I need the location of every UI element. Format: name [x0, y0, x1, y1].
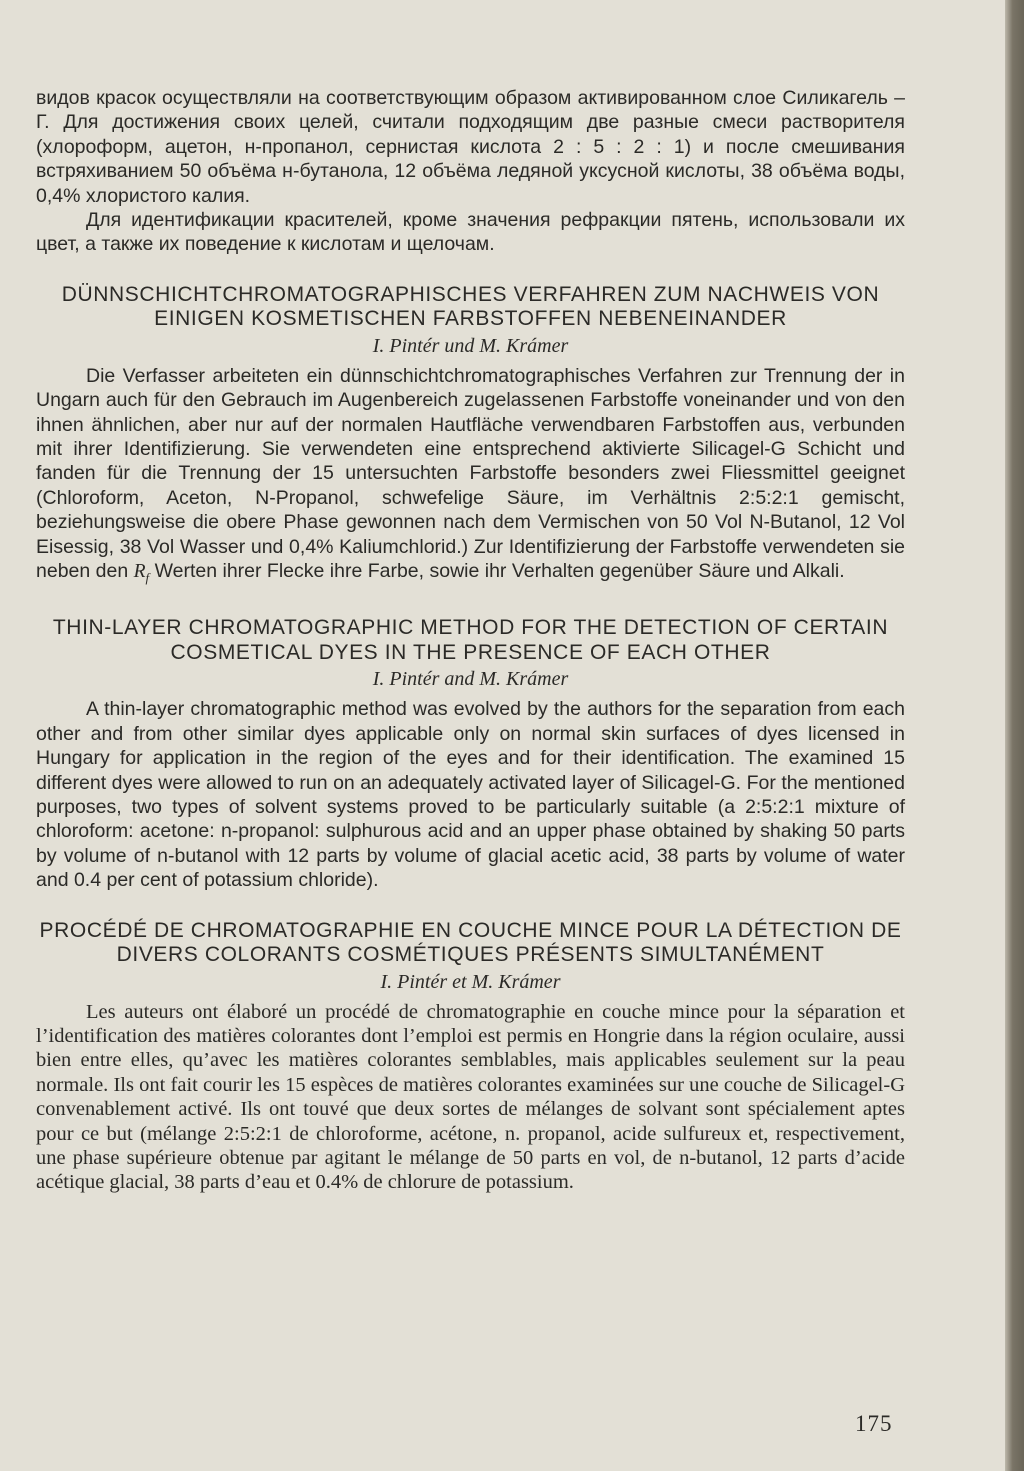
page-edge-shadow: [1005, 0, 1024, 1471]
page-content: [36, 86, 905, 1195]
french-abstract: [36, 919, 905, 1195]
english-abstract: [36, 616, 905, 892]
german-abstract: [36, 283, 905, 591]
page-number: 175: [855, 1411, 893, 1436]
section-title: THIN-LAYER CHROMATOGRAPHIC METHOD FOR THE DETECTION OF CERTAIN COSMETICAL DYES IN THE PRESENCE OF EACH OTHER: [52, 616, 889, 664]
paragraph: A thin-layer chromatographic method was evolved by the authors for the separation from each other and from other similar dyes applicable only on normal skin surfaces of dyes licensed in Hungary for application in the region of the eyes and for their identification. The examined 15 different dyes were allowed to run on an adequately activated layer of Silicagel-G. For the mentioned purposes, two types of solvent systems proved to be particularly suitable (a 2:5:2:1 mixture of chloroform: acetone: n-propanol: sulphurous acid and an upper phase obtained by shaking 50 parts by volume of n-butanol with 12 parts by volume of glacial acetic acid, 38 parts by volume of water and 0.4 per cent of potassium chloride).: [36, 698, 905, 892]
authors: I. Pintér et M. Krámer: [380, 970, 561, 993]
paragraph: Les auteurs ont élaboré un procédé de chromatographie en couche mince pour la séparation et l’identification des matières colorantes dont l’emploi est permis en Hongrie dans la région oculaire, aussi bien entre elles, qu’avec les matières colorantes semblables, mais applicables seulement sur la peau normale. Ils ont fait courir les 15 espèces de matières colorantes examinées sur une couche de Silicagel-G convenablement activé. Ils ont touvé que deux sortes de mélanges de solvant sont spécialement aptes pour ce but (mélange 2:5:2:1 de chloroforme, acétone, n. propanol, acide sulfureux et, respectivement, une phase supérieure obtenue par agitant le mélange de 50 parts en vol, de n-butanol, 12 parts d’acide acétique glacial, 38 parts d’eau et 0.4% de chlorure de potassium.: [36, 1000, 905, 1194]
rf-symbol: [133, 561, 150, 585]
rf-subscript: f: [145, 569, 150, 585]
section-title: PROCÉDÉ DE CHROMATOGRAPHIE EN COUCHE MINCE POUR LA DÉTECTION DE DIVERS COLORANTS COSMÉTIQUES PRÉSENTS SIMULTANÉMENT: [39, 918, 902, 967]
paragraph: Для идентификации красителей, кроме значения рефракции пятень, использовали их цвет, а также их поведение к кислотам и щелочам.: [36, 209, 905, 256]
section-title: DÜNNSCHICHTCHROMATOGRAPHISCHES VERFAHREN ZUM NACHWEIS VON EINIGEN KOSMETISCHEN FARBSTOFFEN NEBENEINANDER: [61, 282, 880, 331]
paragraph: видов красок осуществляли на соответствующим образом активированном слое Силикагель – Г. Для достижения своих целей, считали подходящим две разные смеси растворителя (хлороформ, ацетон, н-пропанол, сернистая кислота 2 : 5 : 2 : 1) и после смешивания встряхиванием 50 объёма н-бутанола, 12 объёма ледяной уксусной кислоты, 38 объёма воды, 0,4% хлористого калия.: [36, 87, 905, 207]
text-run: Werten ihrer Flecke ihre Farbe, sowie ihr Verhalten gegenüber Säure und Alkali.: [149, 560, 845, 583]
text-run: Die Verfasser arbeiteten ein dünnschichtchromatographisches Verfahren zur Trennung der in Ungarn auch für den Gebrauch im Augenbereich zugelassenen Farbstoffe voneinander und von den ihnen ähnlichen, aber nur auf der normalen Hautfläche verwendbaren Farbstoffen aus, verbunden mit ihrer Identifizierung. Sie verwendeten eine entsprechend aktivierte Silicagel-G Schicht und fanden für die Trennung der 15 untersuchten Farbstoffe besonders zwei Fliessmittel geeignet (Chloroform, Aceton, N-Propanol, schwefelige Säure, im Verhältnis 2:5:2:1 gemischt, beziehungsweise die obere Phase gewonnen nach dem Vermischen von 50 Vol N-Butanol, 12 Vol Eisessig, 38 Vol Wasser und 0,4% Kaliumchlorid.) Zur Identifizierung der Farbstoffe verwendeten sie neben den: [36, 364, 905, 583]
authors: I. Pintér and M. Krámer: [372, 668, 569, 691]
rf-letter: R: [133, 561, 146, 583]
paragraph: [36, 364, 905, 591]
authors: I. Pintér und M. Krámer: [372, 334, 569, 357]
russian-abstract-continuation: [36, 86, 905, 257]
